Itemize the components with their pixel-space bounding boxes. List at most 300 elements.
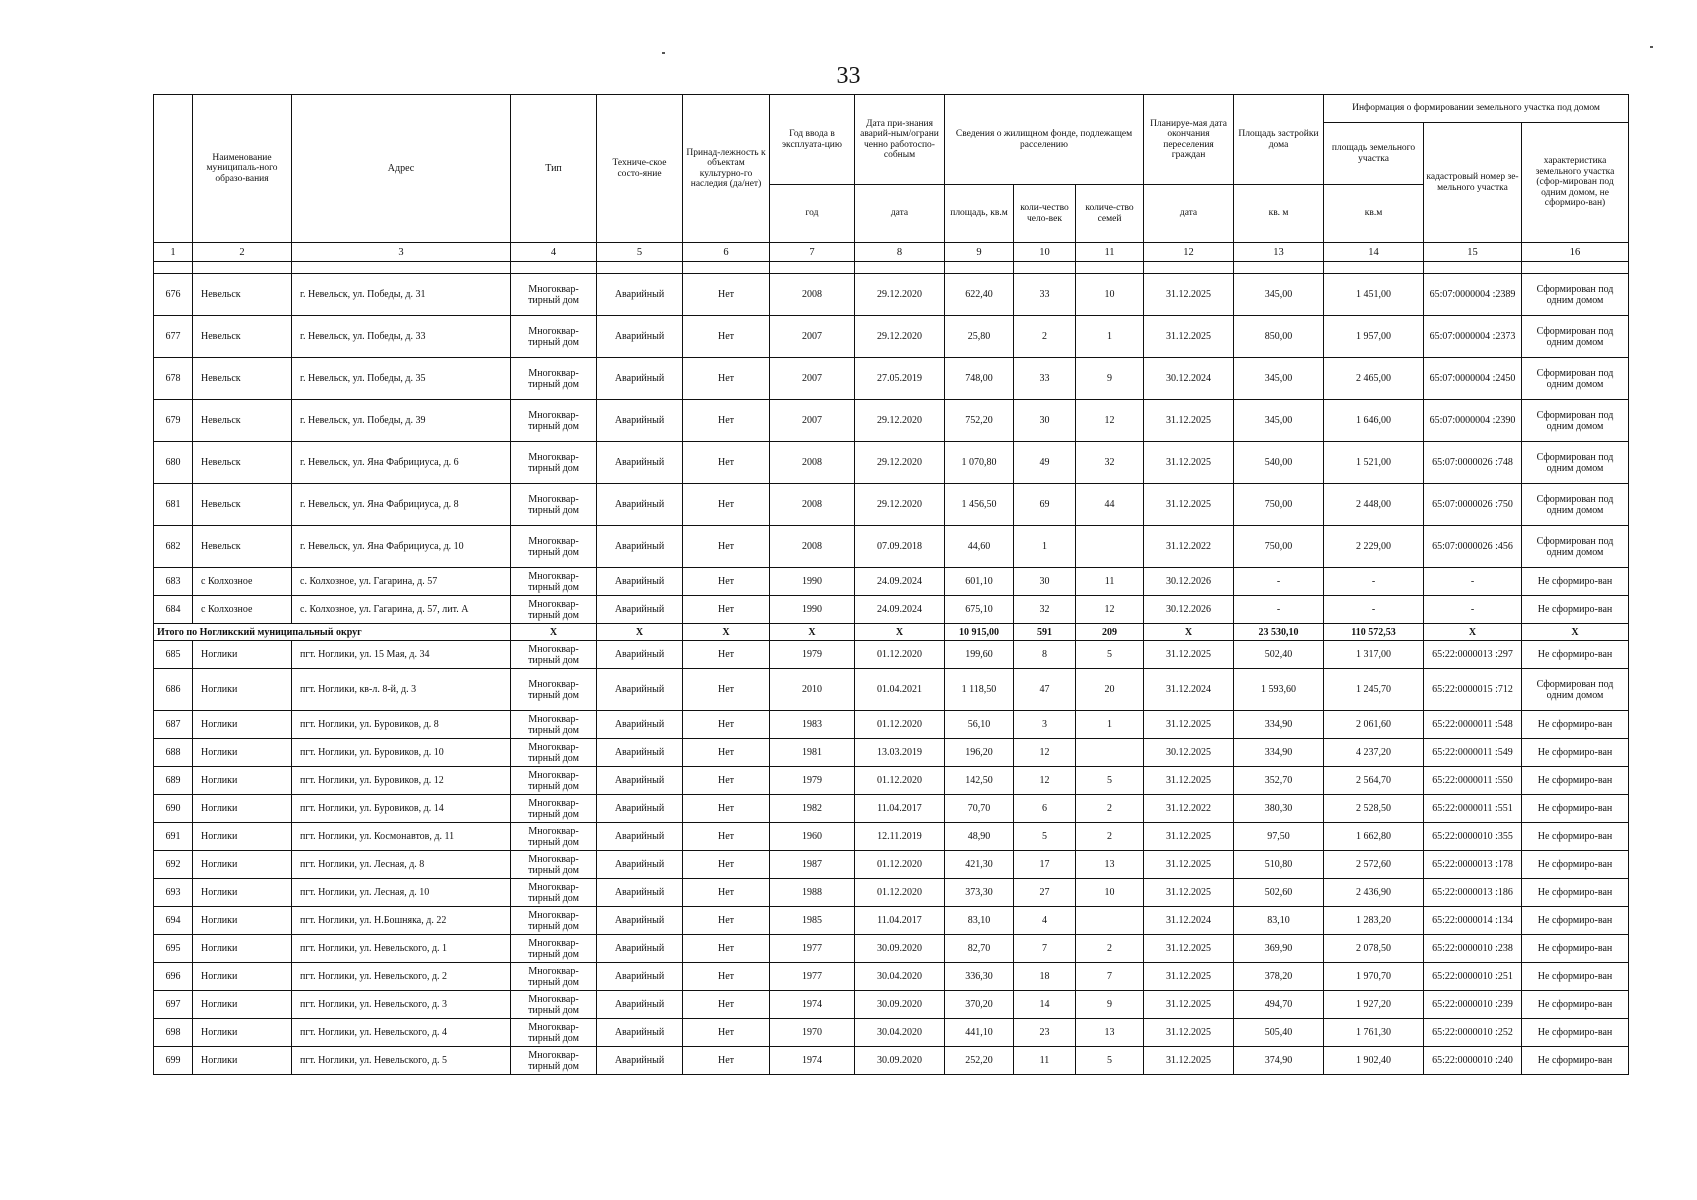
area-cell: 336,30 bbox=[945, 963, 1014, 991]
type-cell: Многоквар-тирный дом bbox=[511, 739, 597, 767]
total-cell: X bbox=[597, 624, 683, 641]
cadastral-cell: 65:07:0000026 :456 bbox=[1424, 526, 1522, 568]
land-status-cell: Не сформиро-ван bbox=[1522, 907, 1629, 935]
table-row bbox=[154, 358, 1629, 400]
cadastral-cell: 65:22:0000011 :550 bbox=[1424, 767, 1522, 795]
people-cell: 30 bbox=[1014, 400, 1076, 442]
planned-date-cell: 31.12.2025 bbox=[1144, 641, 1234, 669]
area-cell: 748,00 bbox=[945, 358, 1014, 400]
land-area-cell: 2 572,60 bbox=[1324, 851, 1424, 879]
municipality-cell: Ноглики bbox=[193, 1019, 292, 1047]
building-area-cell: 97,50 bbox=[1234, 823, 1324, 851]
people-cell: 30 bbox=[1014, 568, 1076, 596]
area-cell: 441,10 bbox=[945, 1019, 1014, 1047]
land-status-cell: Не сформиро-ван bbox=[1522, 1019, 1629, 1047]
building-area-cell: 369,90 bbox=[1234, 935, 1324, 963]
municipality-cell: Ноглики bbox=[193, 851, 292, 879]
row-number: 683 bbox=[154, 568, 193, 596]
header-unit-families: количе-ство семей bbox=[1076, 185, 1144, 243]
header-cadastral-number: кадастровый номер зе-мельного участка bbox=[1424, 123, 1522, 243]
year-cell: 2010 bbox=[770, 669, 855, 711]
type-cell: Многоквар-тирный дом bbox=[511, 669, 597, 711]
land-status-cell: Не сформиро-ван bbox=[1522, 879, 1629, 907]
address-cell: г. Невельск, ул. Победы, д. 33 bbox=[292, 316, 511, 358]
header-land-characteristic: характеристика земельного участка (сфор-мирован под одним домом, не сформиро-ван) bbox=[1522, 123, 1629, 243]
families-cell: 2 bbox=[1076, 795, 1144, 823]
address-cell: пгт. Ноглики, ул. Буровиков, д. 10 bbox=[292, 739, 511, 767]
header-commission-year: Год ввода в эксплуата-цию bbox=[770, 95, 855, 185]
year-cell: 1960 bbox=[770, 823, 855, 851]
year-cell: 1982 bbox=[770, 795, 855, 823]
families-cell: 10 bbox=[1076, 274, 1144, 316]
emergency-date-cell: 01.12.2020 bbox=[855, 879, 945, 907]
land-area-cell: 4 237,20 bbox=[1324, 739, 1424, 767]
people-cell: 69 bbox=[1014, 484, 1076, 526]
heritage-cell: Нет bbox=[683, 641, 770, 669]
state-cell: Аварийный bbox=[597, 795, 683, 823]
land-status-cell: Не сформиро-ван bbox=[1522, 963, 1629, 991]
column-number: 1 bbox=[154, 243, 193, 262]
column-number: 13 bbox=[1234, 243, 1324, 262]
state-cell: Аварийный bbox=[597, 526, 683, 568]
row-number: 679 bbox=[154, 400, 193, 442]
families-cell: 10 bbox=[1076, 879, 1144, 907]
column-number-row bbox=[154, 243, 1629, 262]
planned-date-cell: 30.12.2026 bbox=[1144, 596, 1234, 624]
address-cell: пгт. Ноглики, ул. Буровиков, д. 12 bbox=[292, 767, 511, 795]
municipality-cell: Невельск bbox=[193, 400, 292, 442]
column-number: 3 bbox=[292, 243, 511, 262]
families-cell: 2 bbox=[1076, 823, 1144, 851]
families-cell bbox=[1076, 526, 1144, 568]
table-row bbox=[154, 935, 1629, 963]
land-area-cell: - bbox=[1324, 596, 1424, 624]
year-cell: 1985 bbox=[770, 907, 855, 935]
planned-date-cell: 31.12.2025 bbox=[1144, 963, 1234, 991]
table-header bbox=[154, 95, 1629, 243]
table-row bbox=[154, 400, 1629, 442]
state-cell: Аварийный bbox=[597, 442, 683, 484]
total-cell: X bbox=[683, 624, 770, 641]
state-cell: Аварийный bbox=[597, 274, 683, 316]
heritage-cell: Нет bbox=[683, 767, 770, 795]
state-cell: Аварийный bbox=[597, 767, 683, 795]
total-cell: X bbox=[511, 624, 597, 641]
document-sheet bbox=[153, 94, 1618, 1075]
state-cell: Аварийный bbox=[597, 596, 683, 624]
type-cell: Многоквар-тирный дом bbox=[511, 596, 597, 624]
families-cell: 2 bbox=[1076, 935, 1144, 963]
families-cell: 12 bbox=[1076, 596, 1144, 624]
cadastral-cell: 65:22:0000010 :251 bbox=[1424, 963, 1522, 991]
cadastral-cell: 65:22:0000010 :239 bbox=[1424, 991, 1522, 1019]
header-land-group: Информация о формировании земельного участка под домом bbox=[1324, 95, 1629, 123]
building-area-cell: 494,70 bbox=[1234, 991, 1324, 1019]
column-number: 14 bbox=[1324, 243, 1424, 262]
area-cell: 44,60 bbox=[945, 526, 1014, 568]
address-cell: пгт. Ноглики, ул. Лесная, д. 10 bbox=[292, 879, 511, 907]
area-cell: 83,10 bbox=[945, 907, 1014, 935]
header-col-1 bbox=[154, 95, 193, 243]
header-land-area: площадь земельного участка bbox=[1324, 123, 1424, 185]
type-cell: Многоквар-тирный дом bbox=[511, 641, 597, 669]
planned-date-cell: 31.12.2025 bbox=[1144, 316, 1234, 358]
land-status-cell: Не сформиро-ван bbox=[1522, 711, 1629, 739]
people-cell: 17 bbox=[1014, 851, 1076, 879]
emergency-date-cell: 30.09.2020 bbox=[855, 935, 945, 963]
address-cell: г. Невельск, ул. Яна Фабрициуса, д. 8 bbox=[292, 484, 511, 526]
land-area-cell: 2 564,70 bbox=[1324, 767, 1424, 795]
table-row bbox=[154, 991, 1629, 1019]
total-cell: X bbox=[1144, 624, 1234, 641]
area-cell: 601,10 bbox=[945, 568, 1014, 596]
table-row bbox=[154, 316, 1629, 358]
scan-speck bbox=[1650, 46, 1653, 48]
total-row bbox=[154, 624, 1629, 641]
header-unit-build-area: кв. м bbox=[1234, 185, 1324, 243]
people-cell: 8 bbox=[1014, 641, 1076, 669]
families-cell: 12 bbox=[1076, 400, 1144, 442]
address-cell: пгт. Ноглики, ул. Невельского, д. 5 bbox=[292, 1047, 511, 1075]
state-cell: Аварийный bbox=[597, 568, 683, 596]
planned-date-cell: 31.12.2022 bbox=[1144, 795, 1234, 823]
emergency-date-cell: 01.04.2021 bbox=[855, 669, 945, 711]
municipality-cell: с Колхозное bbox=[193, 596, 292, 624]
municipality-cell: Ноглики bbox=[193, 1047, 292, 1075]
type-cell: Многоквар-тирный дом bbox=[511, 879, 597, 907]
planned-date-cell: 31.12.2025 bbox=[1144, 442, 1234, 484]
row-number: 684 bbox=[154, 596, 193, 624]
land-area-cell: 2 465,00 bbox=[1324, 358, 1424, 400]
building-area-cell: 502,40 bbox=[1234, 641, 1324, 669]
row-number: 685 bbox=[154, 641, 193, 669]
year-cell: 1987 bbox=[770, 851, 855, 879]
building-area-cell: 352,70 bbox=[1234, 767, 1324, 795]
table-row bbox=[154, 568, 1629, 596]
people-cell: 23 bbox=[1014, 1019, 1076, 1047]
area-cell: 1 070,80 bbox=[945, 442, 1014, 484]
state-cell: Аварийный bbox=[597, 851, 683, 879]
address-cell: пгт. Ноглики, ул. Невельского, д. 3 bbox=[292, 991, 511, 1019]
heritage-cell: Нет bbox=[683, 879, 770, 907]
address-cell: с. Колхозное, ул. Гагарина, д. 57 bbox=[292, 568, 511, 596]
address-cell: пгт. Ноглики, кв-л. 8-й, д. 3 bbox=[292, 669, 511, 711]
building-area-cell: 540,00 bbox=[1234, 442, 1324, 484]
column-number: 2 bbox=[193, 243, 292, 262]
land-status-cell: Не сформиро-ван bbox=[1522, 641, 1629, 669]
column-number: 12 bbox=[1144, 243, 1234, 262]
column-number: 6 bbox=[683, 243, 770, 262]
address-cell: с. Колхозное, ул. Гагарина, д. 57, лит. А bbox=[292, 596, 511, 624]
people-cell: 12 bbox=[1014, 739, 1076, 767]
year-cell: 2008 bbox=[770, 484, 855, 526]
planned-date-cell: 31.12.2025 bbox=[1144, 767, 1234, 795]
year-cell: 1977 bbox=[770, 935, 855, 963]
land-area-cell: 2 448,00 bbox=[1324, 484, 1424, 526]
address-cell: г. Невельск, ул. Яна Фабрициуса, д. 10 bbox=[292, 526, 511, 568]
families-cell: 13 bbox=[1076, 851, 1144, 879]
building-area-cell: 374,90 bbox=[1234, 1047, 1324, 1075]
emergency-date-cell: 30.04.2020 bbox=[855, 963, 945, 991]
land-status-cell: Не сформиро-ван bbox=[1522, 851, 1629, 879]
emergency-date-cell: 29.12.2020 bbox=[855, 484, 945, 526]
planned-date-cell: 31.12.2025 bbox=[1144, 823, 1234, 851]
header-unit-land-area: кв.м bbox=[1324, 185, 1424, 243]
row-number: 697 bbox=[154, 991, 193, 1019]
header-unit-plan-date: дата bbox=[1144, 185, 1234, 243]
total-build-area: 23 530,10 bbox=[1234, 624, 1324, 641]
land-status-cell: Не сформиро-ван bbox=[1522, 568, 1629, 596]
area-cell: 1 118,50 bbox=[945, 669, 1014, 711]
total-cell: X bbox=[770, 624, 855, 641]
building-area-cell: 345,00 bbox=[1234, 358, 1324, 400]
municipality-cell: Ноглики bbox=[193, 711, 292, 739]
people-cell: 5 bbox=[1014, 823, 1076, 851]
building-area-cell: 502,60 bbox=[1234, 879, 1324, 907]
type-cell: Многоквар-тирный дом bbox=[511, 442, 597, 484]
municipality-cell: Ноглики bbox=[193, 739, 292, 767]
heritage-cell: Нет bbox=[683, 669, 770, 711]
land-status-cell: Сформирован под одним домом bbox=[1522, 358, 1629, 400]
emergency-date-cell: 11.04.2017 bbox=[855, 795, 945, 823]
column-number: 4 bbox=[511, 243, 597, 262]
planned-date-cell: 31.12.2024 bbox=[1144, 907, 1234, 935]
heritage-cell: Нет bbox=[683, 442, 770, 484]
families-cell: 32 bbox=[1076, 442, 1144, 484]
cadastral-cell: 65:22:0000013 :297 bbox=[1424, 641, 1522, 669]
land-area-cell: 2 528,50 bbox=[1324, 795, 1424, 823]
families-cell: 9 bbox=[1076, 358, 1144, 400]
table-row bbox=[154, 767, 1629, 795]
state-cell: Аварийный bbox=[597, 935, 683, 963]
heritage-cell: Нет bbox=[683, 739, 770, 767]
building-area-cell: 750,00 bbox=[1234, 484, 1324, 526]
state-cell: Аварийный bbox=[597, 711, 683, 739]
municipality-cell: Невельск bbox=[193, 484, 292, 526]
cadastral-cell: 65:22:0000010 :240 bbox=[1424, 1047, 1522, 1075]
land-status-cell: Сформирован под одним домом bbox=[1522, 316, 1629, 358]
people-cell: 47 bbox=[1014, 669, 1076, 711]
land-area-cell: 1 451,00 bbox=[1324, 274, 1424, 316]
people-cell: 12 bbox=[1014, 767, 1076, 795]
municipality-cell: Ноглики bbox=[193, 991, 292, 1019]
land-area-cell: 1 957,00 bbox=[1324, 316, 1424, 358]
land-area-cell: 2 229,00 bbox=[1324, 526, 1424, 568]
land-status-cell: Не сформиро-ван bbox=[1522, 739, 1629, 767]
type-cell: Многоквар-тирный дом bbox=[511, 851, 597, 879]
state-cell: Аварийный bbox=[597, 641, 683, 669]
state-cell: Аварийный bbox=[597, 823, 683, 851]
type-cell: Многоквар-тирный дом bbox=[511, 935, 597, 963]
row-number: 692 bbox=[154, 851, 193, 879]
building-area-cell: 1 593,60 bbox=[1234, 669, 1324, 711]
planned-date-cell: 31.12.2025 bbox=[1144, 879, 1234, 907]
state-cell: Аварийный bbox=[597, 484, 683, 526]
address-cell: пгт. Ноглики, ул. Невельского, д. 1 bbox=[292, 935, 511, 963]
address-cell: пгт. Ноглики, ул. 15 Мая, д. 34 bbox=[292, 641, 511, 669]
address-cell: пгт. Ноглики, ул. Космонавтов, д. 11 bbox=[292, 823, 511, 851]
people-cell: 11 bbox=[1014, 1047, 1076, 1075]
state-cell: Аварийный bbox=[597, 358, 683, 400]
address-cell: пгт. Ноглики, ул. Буровиков, д. 14 bbox=[292, 795, 511, 823]
emergency-date-cell: 13.03.2019 bbox=[855, 739, 945, 767]
row-number: 699 bbox=[154, 1047, 193, 1075]
cadastral-cell: 65:22:0000010 :355 bbox=[1424, 823, 1522, 851]
state-cell: Аварийный bbox=[597, 316, 683, 358]
table-row bbox=[154, 274, 1629, 316]
families-cell: 5 bbox=[1076, 1047, 1144, 1075]
year-cell: 2007 bbox=[770, 400, 855, 442]
year-cell: 1979 bbox=[770, 767, 855, 795]
header-unit-area: площадь, кв.м bbox=[945, 185, 1014, 243]
land-status-cell: Сформирован под одним домом bbox=[1522, 526, 1629, 568]
table-row bbox=[154, 739, 1629, 767]
column-number: 8 bbox=[855, 243, 945, 262]
state-cell: Аварийный bbox=[597, 400, 683, 442]
table-row bbox=[154, 484, 1629, 526]
cadastral-cell: 65:22:0000010 :238 bbox=[1424, 935, 1522, 963]
cadastral-cell: 65:22:0000015 :712 bbox=[1424, 669, 1522, 711]
municipality-cell: Ноглики bbox=[193, 879, 292, 907]
building-area-cell: - bbox=[1234, 568, 1324, 596]
people-cell: 4 bbox=[1014, 907, 1076, 935]
heritage-cell: Нет bbox=[683, 991, 770, 1019]
emergency-date-cell: 24.09.2024 bbox=[855, 596, 945, 624]
header-unit-people: коли-чество чело-век bbox=[1014, 185, 1076, 243]
year-cell: 1979 bbox=[770, 641, 855, 669]
people-cell: 3 bbox=[1014, 711, 1076, 739]
cadastral-cell: 65:22:0000014 :134 bbox=[1424, 907, 1522, 935]
building-area-cell: 83,10 bbox=[1234, 907, 1324, 935]
year-cell: 2008 bbox=[770, 526, 855, 568]
land-area-cell: 1 927,20 bbox=[1324, 991, 1424, 1019]
municipality-cell: Невельск bbox=[193, 358, 292, 400]
land-area-cell: 1 662,80 bbox=[1324, 823, 1424, 851]
column-number: 9 bbox=[945, 243, 1014, 262]
people-cell: 33 bbox=[1014, 274, 1076, 316]
area-cell: 199,60 bbox=[945, 641, 1014, 669]
people-cell: 33 bbox=[1014, 358, 1076, 400]
column-number: 16 bbox=[1522, 243, 1629, 262]
planned-date-cell: 31.12.2022 bbox=[1144, 526, 1234, 568]
type-cell: Многоквар-тирный дом bbox=[511, 991, 597, 1019]
heritage-cell: Нет bbox=[683, 851, 770, 879]
municipality-cell: Ноглики bbox=[193, 795, 292, 823]
building-area-cell: 850,00 bbox=[1234, 316, 1324, 358]
address-cell: пгт. Ноглики, ул. Невельского, д. 2 bbox=[292, 963, 511, 991]
state-cell: Аварийный bbox=[597, 1019, 683, 1047]
total-land-area: 110 572,53 bbox=[1324, 624, 1424, 641]
municipality-cell: Невельск bbox=[193, 316, 292, 358]
heritage-cell: Нет bbox=[683, 823, 770, 851]
land-status-cell: Сформирован под одним домом bbox=[1522, 669, 1629, 711]
row-number: 680 bbox=[154, 442, 193, 484]
table-row bbox=[154, 963, 1629, 991]
heritage-cell: Нет bbox=[683, 935, 770, 963]
row-number: 696 bbox=[154, 963, 193, 991]
header-address: Адрес bbox=[292, 95, 511, 243]
header-technical-state: Техниче-ское состо-яние bbox=[597, 95, 683, 243]
planned-date-cell: 31.12.2025 bbox=[1144, 400, 1234, 442]
column-number: 15 bbox=[1424, 243, 1522, 262]
state-cell: Аварийный bbox=[597, 991, 683, 1019]
area-cell: 370,20 bbox=[945, 991, 1014, 1019]
row-number: 690 bbox=[154, 795, 193, 823]
row-number: 688 bbox=[154, 739, 193, 767]
type-cell: Многоквар-тирный дом bbox=[511, 823, 597, 851]
building-area-cell: 334,90 bbox=[1234, 739, 1324, 767]
building-area-cell: 750,00 bbox=[1234, 526, 1324, 568]
area-cell: 421,30 bbox=[945, 851, 1014, 879]
people-cell: 1 bbox=[1014, 526, 1076, 568]
area-cell: 48,90 bbox=[945, 823, 1014, 851]
building-area-cell: 345,00 bbox=[1234, 400, 1324, 442]
families-cell: 5 bbox=[1076, 641, 1144, 669]
area-cell: 622,40 bbox=[945, 274, 1014, 316]
planned-date-cell: 31.12.2025 bbox=[1144, 851, 1234, 879]
emergency-date-cell: 01.12.2020 bbox=[855, 767, 945, 795]
people-cell: 7 bbox=[1014, 935, 1076, 963]
year-cell: 1981 bbox=[770, 739, 855, 767]
people-cell: 14 bbox=[1014, 991, 1076, 1019]
year-cell: 1990 bbox=[770, 568, 855, 596]
emergency-date-cell: 29.12.2020 bbox=[855, 316, 945, 358]
land-status-cell: Не сформиро-ван bbox=[1522, 935, 1629, 963]
table-row bbox=[154, 907, 1629, 935]
heritage-cell: Нет bbox=[683, 963, 770, 991]
area-cell: 373,30 bbox=[945, 879, 1014, 907]
address-cell: пгт. Ноглики, ул. Невельского, д. 4 bbox=[292, 1019, 511, 1047]
emergency-date-cell: 29.12.2020 bbox=[855, 442, 945, 484]
heritage-cell: Нет bbox=[683, 400, 770, 442]
year-cell: 1974 bbox=[770, 1047, 855, 1075]
year-cell: 2007 bbox=[770, 358, 855, 400]
cadastral-cell: 65:22:0000010 :252 bbox=[1424, 1019, 1522, 1047]
planned-date-cell: 30.12.2026 bbox=[1144, 568, 1234, 596]
families-cell: 7 bbox=[1076, 963, 1144, 991]
land-area-cell: 1 283,20 bbox=[1324, 907, 1424, 935]
type-cell: Многоквар-тирный дом bbox=[511, 907, 597, 935]
building-area-cell: 510,80 bbox=[1234, 851, 1324, 879]
emergency-date-cell: 12.11.2019 bbox=[855, 823, 945, 851]
emergency-date-cell: 29.12.2020 bbox=[855, 400, 945, 442]
heritage-cell: Нет bbox=[683, 358, 770, 400]
area-cell: 142,50 bbox=[945, 767, 1014, 795]
area-cell: 752,20 bbox=[945, 400, 1014, 442]
area-cell: 675,10 bbox=[945, 596, 1014, 624]
area-cell: 196,20 bbox=[945, 739, 1014, 767]
planned-date-cell: 31.12.2025 bbox=[1144, 711, 1234, 739]
land-status-cell: Не сформиро-ван bbox=[1522, 823, 1629, 851]
families-cell: 20 bbox=[1076, 669, 1144, 711]
planned-date-cell: 30.12.2024 bbox=[1144, 358, 1234, 400]
families-cell: 1 bbox=[1076, 711, 1144, 739]
total-families: 209 bbox=[1076, 624, 1144, 641]
type-cell: Многоквар-тирный дом bbox=[511, 568, 597, 596]
table-row bbox=[154, 795, 1629, 823]
state-cell: Аварийный bbox=[597, 907, 683, 935]
area-cell: 82,70 bbox=[945, 935, 1014, 963]
emergency-date-cell: 30.09.2020 bbox=[855, 991, 945, 1019]
people-cell: 6 bbox=[1014, 795, 1076, 823]
people-cell: 27 bbox=[1014, 879, 1076, 907]
state-cell: Аварийный bbox=[597, 963, 683, 991]
land-area-cell: 1 646,00 bbox=[1324, 400, 1424, 442]
planned-date-cell: 31.12.2025 bbox=[1144, 484, 1234, 526]
table-row bbox=[154, 669, 1629, 711]
type-cell: Многоквар-тирный дом bbox=[511, 316, 597, 358]
row-number: 694 bbox=[154, 907, 193, 935]
